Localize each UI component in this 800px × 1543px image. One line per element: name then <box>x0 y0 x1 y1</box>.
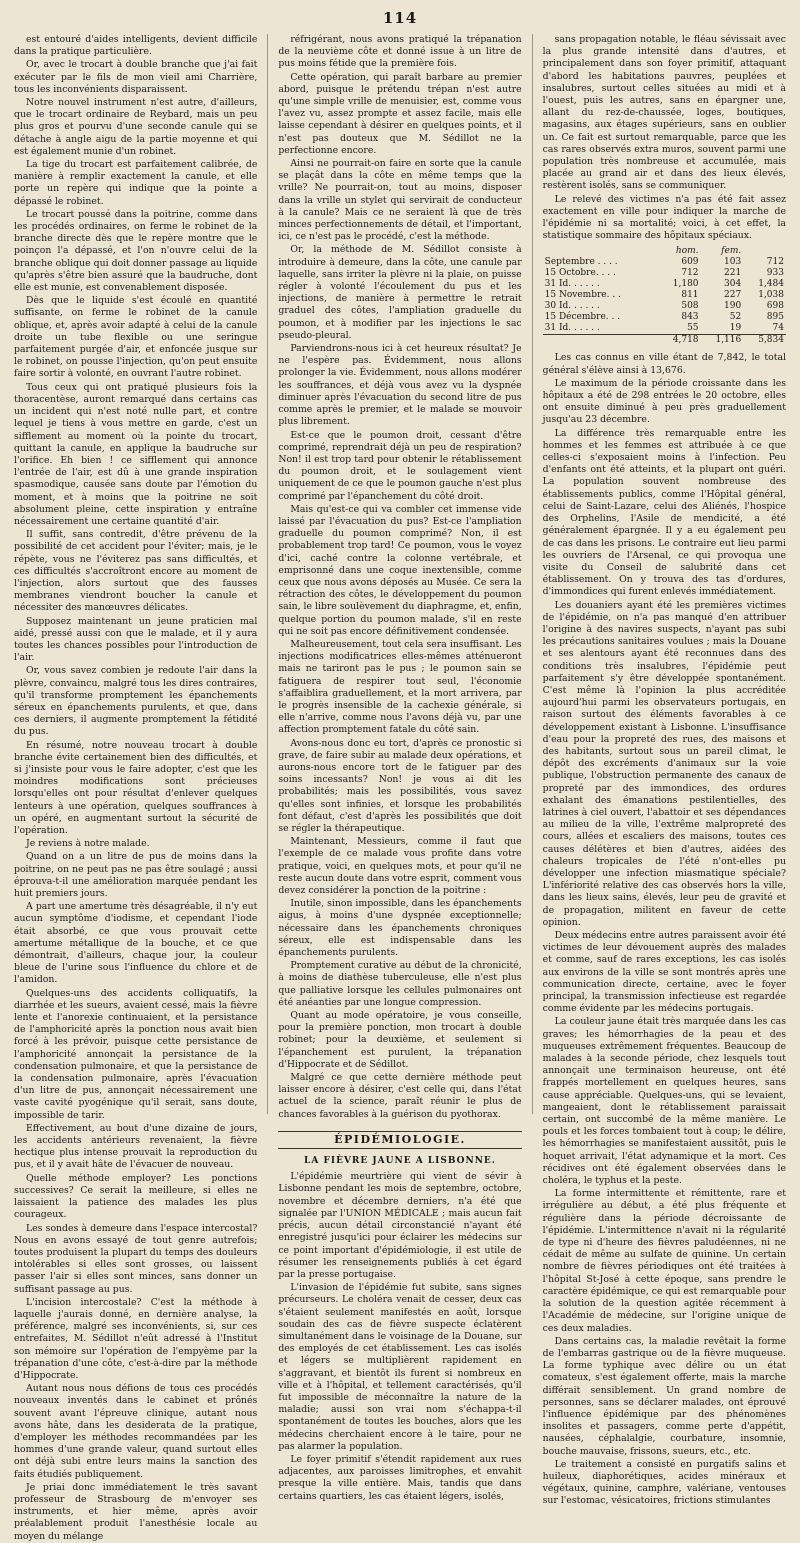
paragraph: Maintenant, Messieurs, comme il faut que l'exemple de ce malade vous profite dans votre pratique, voici, en quelques mots, et pour qu'il ne reste aucun doute dans votre esprit, comment vous devez considérer la ponction de la poitrine : <box>278 836 522 897</box>
table-cell: 15 Novembre. . . <box>544 290 621 301</box>
table-cell: 1,038 <box>758 290 784 301</box>
table-cell: 15 Décembre. . . <box>544 312 621 323</box>
paragraph: Les cas connus en ville étant de 7,842, le total général s'élève ainsi à 13,676. <box>542 352 786 376</box>
paragraph: Est-ce que le poumon droit, cessant d'être comprimé, reprendrait déjà un peu de respiration? Non! il est trop tard pour obtenir le rétablissement du poumon droit, et le soulagement vient uniquement de ce que le poumon gauche n'est plus comprimé par l'épanchement du côté droit. <box>278 429 522 502</box>
table-row <box>543 257 786 268</box>
column-rule <box>532 34 533 1114</box>
table-cell: 843 <box>681 312 699 323</box>
table-cell: 4,718 <box>658 335 701 347</box>
paragraph: Inutile, sinon impossible, dans les épanchements aigus, à moins d'une dyspnée exceptionnelle; nécessaire dans les épanchements chroniques séreux, elle est indispensable dans les épanchements purulents. <box>278 898 522 959</box>
paragraph: A part une amertume très désagréable, il n'y eut aucun symptôme d'iodisme, et cependant l'iode était absorbé, ce que vous prouvait cette amertume métallique de la bouche, et ce que démontrait, d'ailleurs, chaque jour, la couleur bleue de l'urine sous l'influence du chlore et de l'amidon. <box>14 901 258 986</box>
paragraph: Supposez maintenant un jeune praticien mal aidé, pressé aussi con que le malade, et il y aura toutes les chances possibles pour l'introduction de l'air. <box>14 615 258 664</box>
paragraph: Parviendrons-nous ici à cet heureux résultat? Je ne l'espère pas. Évidemment, nous allons prolonger la vie. Évidemment, nous allons modérer les souffrances, et déjà vous avez vu la dyspnée diminuer après l'évacuation du second litre de pus comme après le premier, et le malade se mouvoir plus librement. <box>278 343 522 428</box>
section-title: ÉPIDÉMIOLOGIE. <box>278 1131 521 1149</box>
column-rule <box>267 34 268 1114</box>
paragraph: Deux médecins entre autres paraissent avoir été victimes de leur dévouement auprès des malades et comme, sauf de rares exceptions, les cas isolés aux environs de la ville se sont montrés après une communication directe, certaine, avec le foyer principal, la transmission infectieuse est regardée comme évidente par les médecins portugais. <box>542 930 786 1015</box>
page-header <box>14 8 786 34</box>
table-cell <box>543 335 658 347</box>
table-row <box>543 290 786 301</box>
table-cell: 304 <box>724 279 742 290</box>
table-cell: 52 <box>729 312 742 323</box>
table-cell: 103 <box>724 257 742 268</box>
paragraph: sans propagation notable, le fléau sévissait avec la plus grande intensité dans d'autres, et principalement dans son foyer primitif, attaquant d'abord les habitations pauvres, peuplées et insalubres, surtout celles situées au midi et à l'ouest, puis les autres, sans en épargner une, allant du rez-de-chaussée, loges, boutiques, magasins, aux étages supérieurs, sans en oublier un. Ce fait est surtout remarquable, parce que les cas rares observés extra muros, souvent parmi une population très nombreuse et accumulée, mais placée au grand air et dans des lieux élevés, restèrent isolés, sans se communiquer. <box>542 34 786 192</box>
table-cell: 1,116 <box>701 335 744 347</box>
paragraph: La forme intermittente et rémittente, rare et irrégulière au début, a été plus fréquente et régulière dans la période décroissante de l'épidémie. L'intermittence n'avait ni la régularité de type ni d'heure des fièvres paludéennes, ni ne cédait de même au sulfate de quinine. Un certain nombre de fièvres périodiques ont été traitées à l'hôpital St-José à cette époque, sans prendre le caractère épidémique, ce qui est remarquable pour la solution de la question agitée récemment à l'Académie de médecine, sur l'origine unique de ces deux maladies. <box>542 1188 786 1334</box>
paragraph: Dans certains cas, la maladie revêtait la forme de l'embarras gastrique ou de la fièvre muqueuse. La forme typhique avec délire ou un état comateux, s'est également offerte, mais la marche différait sensiblement. Un grand nombre de personnes, sans se déclarer malades, ont éprouvé l'influence épidémique par des phénomènes insolites et passagers, comme perte d'appétit, nausées, céphalalgie, courbature, insomnie, bouche mauvaise, frissons, sueurs, etc., etc. <box>542 1335 786 1457</box>
paragraph: Avons-nous donc eu tort, d'après ce pronostic si grave, de faire subir au malade deux opérations, et aurons-nous encore tort de le fatiguer par des soins incessants? Non! je vous ai dit les probabilités; mais les possibilités, vous savez qu'elles sont infinies, et lorsque les probabilités font défaut, c'est d'après les possibilités que doit se régler la thérapeutique. <box>278 737 522 834</box>
table-cell: 19 <box>729 323 742 334</box>
table-cell: 30 Id. . . . . . <box>544 301 600 312</box>
column-2-top <box>278 34 521 1121</box>
paragraph: La couleur jaune était très marquée dans les cas graves; les hémorrhagies de la peau et des muqueuses extrêmement fréquentes. Beaucoup de malades à la seconde période, chez lesquels tout annonçait une terminaison heureuse, ont été frappés mortellement en quelques heures, sans cause appréciable. Quelques-uns, qui se levaient, mangeaient, dont le rétablissement paraissait certain, ont succombé de la même manière. Le pouls et les forces tombaient tout à coup; le délire, les hémorrhagies se manifestaient aussitôt, puis le hoquet arrivait, l'état adynamique et la mort. Ces récidives ont été également observées dans le choléra, le typhus et la peste. <box>542 1016 786 1187</box>
paragraph: Le foyer primitif s'étendit rapidement aux rues adjacentes, aux paroisses limitrophes, et envahit presque la ville entière. Mais, tandis que dans certains quartiers, les cas étaient légers, isolés, <box>278 1453 522 1502</box>
table-header-cell: hom. <box>675 246 699 257</box>
column-3 <box>542 34 786 1507</box>
page-number: 114 <box>382 9 418 27</box>
table-cell: 712 <box>681 268 699 279</box>
paragraph: L'épidémie meurtrière qui vient de sévir à Lisbonne pendant les mois de septembre, octobre, novembre et décembre derniers, n'a été que signalée par l'UNION MÉDICALE ; mais aucun fait précis, aucun détail circonstancié n'ayant été enregistré jusqu'ici pour éclairer les médecins sur ce point important d'épidémiologie, il est utile de résumer les renseignements publiés à cet égard par la presse portugaise. <box>278 1171 522 1280</box>
table-cell: 31 Id. . . . . . <box>544 279 600 290</box>
subsection-title: LA FIÈVRE JAUNE A LISBONNE. <box>304 1156 496 1167</box>
paragraph: Malheureusement, tout cela sera insuffisant. Les injections modificatrices elles-mêmes atténueront mais ne tariront pas le pus ; le poumon sain se fatiguera de respirer tout seul, l'économie s'affaiblira graduellement, et la mort arrivera, par le progrès insensible de la cachexie générale, si elle n'arrive, comme nous l'avons déjà vu, par une affection promptement fatale du côté sain. <box>278 638 522 736</box>
paragraph: Je reviens à notre malade. <box>26 838 150 850</box>
paragraph: Or, vous savez combien je redoute l'air dans la plèvre, convaincu, malgré tous les dires contraires, qu'il transforme promptement les épanchements séreux en épanchements purulents, et que, dans ces derniers, il augmente promptement la fétidité du pus. <box>14 665 258 738</box>
column-3-top <box>543 34 786 242</box>
paragraph: La différence très remarquable entre les hommes et les femmes est attribuée à ce que celles-ci s'exposaient moins à l'infection. Peu d'enfants ont été atteints, et la plupart ont guéri. La population souvent nombreuse des établissements publics, comme l'Hôpital général, celui de Saint-Lazare, celui des Aliénés, l'hospice des Orphelins, l'Asile de mendicité, a été généralement épargnée. Il y a eu également peu de cas dans les prisons. Le contraire eut lieu parmi les ouvriers de l'Arsenal, ce qui provoqua une visite du Conseil de salubrité dans cet établissement. On y trouva des tas d'ordures, d'immondices qui furent enlevés immédiatement. <box>542 427 786 598</box>
paragraph: Cette opération, qui paraît barbare au premier abord, puisque le prétendu trépan n'est autre qu'une simple vrille de menuisier, est, comme vous l'avez vu, assez prompte et assez facile, mais elle laisse cependant à désirer en quelques points, et il n'est pas douteux que M. Sédillot ne la perfectionne encore. <box>278 71 522 156</box>
paragraph: Quelques-uns des accidents colliquatifs, la diarrhée et les sueurs, avaient cessé, mais la fièvre lente et l'anorexie continuaient, et la persistance de l'amphoricité après la ponction nous avait bien forcé à les prévoir, puisque cette persistance de l'amphoricité annonçait la persistance de la condensation pulmonaire, et que la persistance de la condensation pulmonaire, après l'évacuation d'un litre de pus, annonçait nécessairement une vaste cavité pyogénique qu'il serait, sans doute, impossible de tarir. <box>14 987 258 1121</box>
table-cell: 811 <box>681 290 699 301</box>
table-cell: 5,834 <box>743 335 786 347</box>
paragraph: Le trocart poussé dans la poitrine, comme dans les procédés ordinaires, on ferme le robinet de la branche directe dès que le repère montre que le poinçon l'a dépassé, et l'on n'ouvre celui de la branche oblique qui doit donner passage au liquide qu'après s'être bien assuré que la baudruche, dont elle est munie, est convenablement disposée. <box>14 208 258 294</box>
paragraph: est entouré d'aides intelligents, devient difficile dans la pratique particulière. <box>14 34 258 58</box>
paragraph: Tous ceux qui ont pratiqué plusieurs fois la thoracentèse, auront remarqué dans certains cas un incident qui n'est noté nulle part, et contre lequel je tiens à vous mettre en garde, c'est un sifflement au moment où la pointe du trocart, quittant la canule, en applique la baudruche sur l'orifice. Eh bien ! ce sifflement qui annonce l'entrée de l'air, est dû à une grande inspiration spasmodique, causée sans doute par l'émotion du moment, et à moins que la poitrine ne soit absolument pleine, cette inspiration y entraîne nécessairement une certaine quantité d'air. <box>14 381 258 527</box>
table-cell: 1,180 <box>672 279 699 290</box>
paragraph: Autant nous nous défions de tous ces procédés nouveaux inventés dans le cabinet et prônés souvent avant l'épreuve clinique, autant nous avons hâte, dans les desiderata de la pratique, d'employer les méthodes recommandées par les hommes d'une grande valeur, quand surtout elles ont déjà subi entre leurs mains la sanction des faits étudiés publiquement. <box>14 1383 258 1480</box>
paragraph: Or, avec le trocart à double branche que j'ai fait exécuter par le fils de mon vieil ami Charrière, tous les inconvénients disparaissent. <box>14 59 258 95</box>
table-cell: 712 <box>766 257 784 268</box>
column-2 <box>278 34 522 1502</box>
table-row <box>543 323 786 335</box>
table-cell: 933 <box>766 268 784 279</box>
table-cell: Septembre . . . . <box>544 257 618 268</box>
paragraph: Quand on a un litre de pus de moins dans la poitrine, on ne peut pas ne pas être soulagé ; aussi éprouva-t-il une amélioration marquée pendant les huit premiers jours. <box>14 851 258 900</box>
table-cell: 221 <box>724 268 742 279</box>
paragraph: Dès que le liquide s'est écoulé en quantité suffisante, on ferme le robinet de la canule oblique, et, après avoir adapté à celui de la canule droite un tube flexible ou une seringue parfaitement purgée d'air, et enfoncée jusque sur le robinet, on pousse l'injection, qu'on peut ensuite faire sortir à volonté, en ouvrant l'autre robinet. <box>14 295 258 380</box>
table-cell: 698 <box>766 301 784 312</box>
table-cell: 508 <box>681 301 699 312</box>
paragraph: Or, la méthode de M. Sédillot consiste à introduire à demeure, dans la côte, une canule par laquelle, sans irriter la plèvre ni la plaie, on puisse régler à volonté l'écoulement du pus et les injections, de manière à permettre le retrait graduel des côtes, l'ampliation graduelle du poumon, et à modifier par les injections le sac pseudo-pleural. <box>278 244 522 341</box>
paragraph: En résumé, notre nouveau trocart à double branche évite certainement bien des difficultés, et si j'insiste pour vous le faire adopter, c'est que les moindres modifications sont précieuses lorsqu'elles ont pour résultat d'enlever quelques lenteurs à une opération, quelques souffrances à un opéré, en augmentant surtout la sécurité de l'opération. <box>14 739 258 836</box>
table-cell: 55 <box>687 323 699 334</box>
table-row <box>543 279 786 290</box>
paragraph: Les sondes à demeure dans l'espace intercostal? Nous en avons essayé de tout genre autrefois; toutes produisent la plupart du temps des douleurs intolérables si elles sont grosses, ou laissent passer l'air si elles sont minces, sans donner un suffisant passage au pus. <box>14 1222 258 1295</box>
paragraph: L'invasion de l'épidémie fut subite, sans signes précurseurs. Le choléra venait de cesser, deux cas s'étaient seulement manifestés en août, lorsque soudain des cas de fièvre suspecte éclatèrent simultanément dans le voisinage de la Douane, sur des employés de cet établissement. Les cas isolés et légers se multiplièrent rapidement en s'aggravant, et bientôt ils furent si nombreux en ville et à l'hôpital, et tellement caractérisés, qu'il fut impossible de méconnaître la nature de la maladie; aussi son vrai nom s'échappa-t-il spontanément de toutes les bouches, alors que les médecins cherchaient encore à le taire, pour ne pas alarmer la population. <box>278 1282 522 1452</box>
paragraph: Mais qu'est-ce qui va combler cet immense vide laissé par l'évacuation du pus? Est-ce l'ampliation graduelle du poumon comprimé? Non, il est probablement trop tard! Ce poumon, vous le voyez d'ici, caché contre la colonne vertébrale, et emprisonné dans une coque inextensible, comme ceux que nous avons déposés au Musée. Ce sera la rétraction des côtes, le développement du poumon sain, le libre soulèvement du diaphragme, et, enfin, quelque portion du poumon malade, s'il en reste qui ne soit pas encore définitivement condensée. <box>278 503 522 637</box>
table-cell: 31 Id. . . . . . <box>544 323 600 334</box>
paragraph: Quant au mode opératoire, je vous conseille, pour la première ponction, mon trocart à double robinet; pour la deuxième, et seulement si l'épanchement est purulent, la trépanation d'Hippocrate et de Sédillot. <box>278 1010 522 1070</box>
paragraph: L'incision intercostale? C'est la méthode à laquelle j'aurais donné, en dernière analyse, la préférence, malgré ses inconvénients, si, sur ces entrefaites, M. Sédillot n'eût adressé à l'Institut son mémoire sur l'opération de l'empyème par la trépanation d'une côte, c'est-à-dire par la méthode d'Hippocrate. <box>14 1296 258 1381</box>
table-row <box>543 312 786 323</box>
table-total-row <box>543 335 786 347</box>
paragraph: Le maximum de la période croissante dans les hôpitaux a été de 298 entrées le 20 octobre, elles ont ensuite diminué à peu près graduellement jusqu'au 23 décembre. <box>542 377 786 426</box>
paragraph: Promptement curative au début de la chronicité, à moins de diathèse tuberculeuse, elle n'est plus que palliative lorsque les cellules pulmonaires ont été anéanties par une longue compression. <box>278 960 522 1008</box>
table-cell: 227 <box>724 290 742 301</box>
column-3-bottom <box>543 352 786 1507</box>
paragraph: Quelle méthode employer? Les ponctions successives? Ce serait la meilleure, si elles ne laissaient la patience des malades les plus courageux. <box>14 1172 258 1221</box>
table-cell: 190 <box>724 301 742 312</box>
paragraph: Ainsi ne pourrait-on faire en sorte que la canule se plaçât dans la côte en même temps que la vrille? Ne pourrait-on, tout au moins, disposer dans la vrille un stylet qui servirait de conducteur à la canule? Mais ce ne seraient là que de très minces perfectionnements de détail, et l'important, ici, ce n'est pas le procédé, c'est la méthode. <box>278 158 522 243</box>
table-header-cell: fem. <box>721 246 742 257</box>
paragraph: Le traitement a consisté en purgatifs salins et huileux, diaphorétiques, acides minéraux et végétaux, quinine, camphre, valériane, ventouses sur l'estomac, vésicatoires, frictions stimulantes <box>542 1458 786 1507</box>
paragraph: Les douaniers ayant été les premières victimes de l'épidémie, on n'a pas manqué d'en attribuer l'origine à des navires suspects, n'ayant pas subi les précautions sanitaires voulues ; mais la Douane et ses alentours ayant été reconnues dans des conditions très insalubres, l'épidémie peut parfaitement s'y être développée spontanément. C'est même là l'opinion la plus accréditée aujourd'hui parmi les observateurs portugais, en raison surtout des éléments favorables à ce développement existant à Lisbonne. L'insuffisance d'eau pour la propreté des rues, des maisons et des habitants, surtout sous un pareil climat, le dépôt des excréments d'animaux sur la voie publique, l'obstruction permanente des canaux de propreté par des immondices, des ordures exhalant des émanations pestilentielles, des latrines à ciel ouvert, l'abattoir et ses dépendances au milieu de la ville, l'extrême malpropreté des cours, allées et escaliers des maisons, toutes ces causes délétères et bien d'autres, aidées des chaleurs tropicales de l'été n'ont-elles pu développer une infection miasmatique spéciale? L'infériorité relative des cas observés hors la ville, dans les lieux sains, élevés, leur peu de gravité et de propagation, militent en faveur de cette opinion. <box>542 599 786 928</box>
paragraph: Il suffit, sans contredit, d'être prévenu de la possibilité de cet accident pour l'éviter; mais, je le répète, vous ne l'éviterez pas sans difficultés, et ces difficultés s'accroîtront encore au moment de l'injection, alors surtout que des fausses membranes viendront boucher la canule et nécessiter des manœuvres délicates. <box>14 529 258 614</box>
table-header-cell <box>743 246 786 257</box>
table-cell: 895 <box>766 312 784 323</box>
hospital-statistics-table <box>543 246 786 346</box>
table-cell: 609 <box>681 257 699 268</box>
paragraph: Effectivement, au bout d'une dizaine de jours, les accidents antérieurs revenaient, la fièvre hectique plus intense prouvait la reproduction du pus, et il y avait hâte de l'évacuer de nouveau. <box>14 1122 258 1171</box>
paragraph: Malgré ce que cette dernière méthode peut laisser encore à désirer, c'est celle qui, dans l'état actuel de la science, paraît réunir le plus de chances favorables à la guérison du pyothorax. <box>278 1072 522 1120</box>
table-row <box>543 301 786 312</box>
column-1 <box>14 34 258 1542</box>
paragraph: réfrigérant, nous avons pratiqué la trépanation de la neuvième côte et donné issue à un litre de pus moins fétide que la première fois. <box>278 34 522 70</box>
paragraph: La tige du trocart est parfaitement calibrée, de manière à remplir exactement la canule, et elle porte un repère qui indique que la pointe a dépassé le robinet. <box>14 159 258 207</box>
table-cell: 1,484 <box>758 279 784 290</box>
columns <box>14 34 786 1542</box>
paragraph: Notre nouvel instrument n'est autre, d'ailleurs, que le trocart ordinaire de Reybard, mais un peu plus gros et pourvu d'une seconde canule qui se détache à angle aigu de la partie moyenne et qui est également munie d'un robinet. <box>14 97 258 157</box>
table-cell: 15 Octobre. . . . <box>544 268 616 279</box>
table-cell: 74 <box>772 323 784 334</box>
table-header-cell <box>543 246 658 257</box>
paragraph: Je priai donc immédiatement le très savant professeur de Strasbourg de m'envoyer ses instruments, et hier même, après avoir préalablement produit l'anesthésie locale au moyen du mélange <box>14 1481 258 1542</box>
column-2-bottom <box>278 1171 521 1502</box>
paragraph: Le relevé des victimes n'a pas été fait assez exactement en ville pour indiquer la marche de l'épidémie ni sa mortalité; voici, à cet effet, la statistique sommaire des hôpitaux spéciaux. <box>542 193 786 242</box>
table-row <box>543 268 786 279</box>
